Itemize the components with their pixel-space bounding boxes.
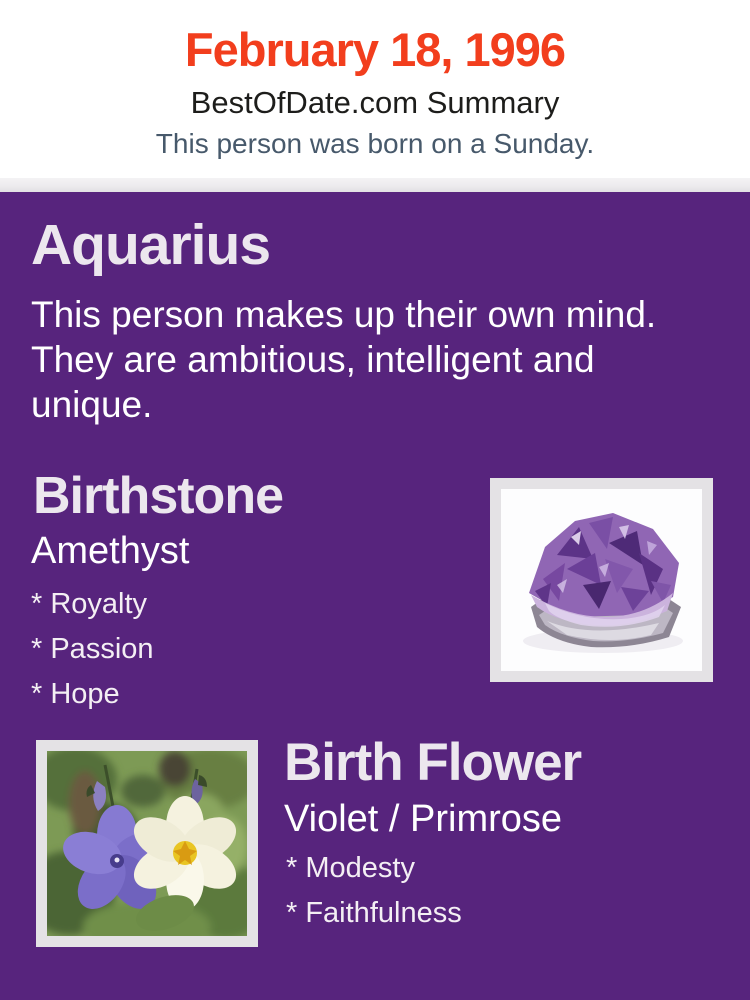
purple-section	[0, 192, 750, 1000]
birth-flower-trait: * Modesty	[286, 852, 415, 884]
amethyst-photo	[490, 478, 713, 682]
birthstone-name: Amethyst	[31, 530, 190, 572]
zodiac-description: This person makes up their own mind. They are ambitious, intelligent and unique.	[31, 294, 657, 425]
birthstone-trait: * Hope	[31, 678, 120, 710]
birthstone-trait: * Royalty	[31, 588, 148, 620]
header-divider	[0, 178, 750, 192]
born-day-line: This person was born on a Sunday.	[155, 128, 595, 159]
page-title-date: February 18, 1996	[184, 23, 566, 76]
birth-flower-trait: * Faithfulness	[286, 897, 462, 929]
violet-primrose-photo	[36, 740, 258, 947]
violet-primrose-illustration	[47, 751, 247, 936]
birth-flower-heading: Birth Flower	[284, 733, 582, 792]
amethyst-crystal-illustration	[501, 489, 702, 671]
site-summary-subtitle: BestOfDate.com Summary	[190, 85, 560, 120]
birth-flower-name: Violet / Primrose	[284, 798, 563, 840]
birthstone-heading: Birthstone	[33, 467, 283, 525]
zodiac-sign-title: Aquarius	[31, 213, 271, 277]
birthstone-trait: * Passion	[31, 633, 154, 665]
